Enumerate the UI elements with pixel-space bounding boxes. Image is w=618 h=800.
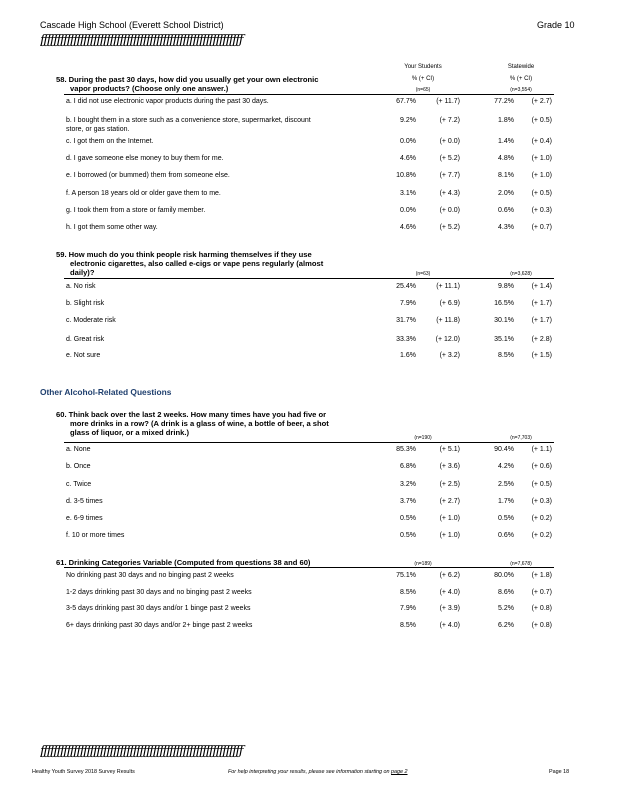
- q58-your-ci: (+ 5.2): [439, 155, 460, 162]
- q61-your-pct: 75.1%: [396, 572, 416, 579]
- q60-state-ci: (+ 0.5): [531, 481, 552, 488]
- col-your-students: Your Students: [404, 64, 442, 70]
- q58-your-ci: (+ 5.2): [439, 224, 460, 231]
- q58-state-ci: (+ 0.5): [531, 190, 552, 197]
- q58-your-pct: 4.6%: [400, 155, 416, 162]
- q59-option-label: d. Great risk: [66, 336, 105, 343]
- q58-state-pct: 1.4%: [498, 138, 514, 145]
- q58-state-ci: (+ 0.5): [531, 117, 552, 124]
- q58-option-label: e. I borrowed (or bummed) them from someone else.: [66, 172, 230, 179]
- bottom-divider: ƒƒƒƒƒƒƒƒƒƒƒƒƒƒƒƒƒƒƒƒƒƒƒƒƒƒƒƒƒƒƒƒƒƒƒƒƒƒƒƒƒƒƒƒƒƒƒƒƒƒƒƒƒƒƒƒƒƒƒƒƒ: [40, 744, 243, 759]
- q59-title-line3: daily)?: [70, 268, 95, 277]
- q58-your-pct: 3.1%: [400, 190, 416, 197]
- q58-state-ci: (+ 0.7): [531, 224, 552, 231]
- q60-state-pct: 1.7%: [498, 498, 514, 505]
- q60-your-pct: 6.8%: [400, 463, 416, 470]
- q59-your-pct: 25.4%: [396, 283, 416, 290]
- q58-option-label: b. I bought them in a store such as a convenience store, supermarket, discount: [66, 117, 311, 124]
- q58-state-pct: 0.6%: [498, 207, 514, 214]
- q60-n-your: (n=190): [414, 435, 432, 441]
- footer-page-link[interactable]: page 2: [391, 769, 408, 775]
- q61-your-pct: 7.9%: [400, 605, 416, 612]
- q60-state-pct: 0.6%: [498, 532, 514, 539]
- q59-your-pct: 7.9%: [400, 300, 416, 307]
- q60-your-pct: 0.5%: [400, 515, 416, 522]
- q60-rule: [64, 442, 554, 443]
- q58-your-ci: (+ 7.7): [439, 172, 460, 179]
- q60-option-label: b. Once: [66, 463, 91, 470]
- q61-option-label: 6+ days drinking past 30 days and/or 2+ binge past 2 weeks: [66, 622, 253, 629]
- q60-your-pct: 3.7%: [400, 498, 416, 505]
- q60-state-ci: (+ 1.1): [531, 446, 552, 453]
- q58-state-pct: 77.2%: [494, 98, 514, 105]
- section-title: Other Alcohol-Related Questions: [40, 387, 172, 397]
- footer-help: [228, 769, 408, 775]
- q60-your-pct: 85.3%: [396, 446, 416, 453]
- q60-state-ci: (+ 0.6): [531, 463, 552, 470]
- q60-n-state: (n=7,703): [510, 435, 532, 441]
- q58-your-ci: (+ 0.0): [439, 207, 460, 214]
- q59-state-ci: (+ 1.4): [531, 283, 552, 290]
- q60-your-pct: 0.5%: [400, 532, 416, 539]
- q59-state-pct: 30.1%: [494, 317, 514, 324]
- q60-title: 60. Think back over the last 2 weeks. How many times have you had five or: [56, 410, 327, 419]
- q60-option-label: d. 3-5 times: [66, 498, 103, 505]
- q59-state-pct: 9.8%: [498, 283, 514, 290]
- q61-title: 61. Drinking Categories Variable (Computed from questions 38 and 60): [56, 558, 311, 567]
- col-statewide: Statewide: [507, 64, 535, 70]
- q58-your-ci: (+ 7.2): [439, 117, 460, 124]
- q58-option-label: f. A person 18 years old or older gave them to me.: [66, 190, 221, 197]
- footer-page-number: Page 18: [549, 769, 570, 775]
- footer-survey-title: Healthy Youth Survey 2018 Survey Results: [32, 769, 135, 775]
- q58-option-label: d. I gave someone else money to buy them for me.: [66, 155, 224, 162]
- col-pct-ci-state: % (+ CI): [509, 76, 533, 82]
- q60-your-ci: (+ 1.0): [439, 515, 460, 522]
- q60-your-ci: (+ 2.5): [439, 481, 460, 488]
- q61-your-ci: (+ 4.0): [439, 622, 460, 629]
- q59-state-pct: 8.5%: [498, 352, 514, 359]
- q58-your-ci: (+ 0.0): [439, 138, 460, 145]
- q61-n-your: (n=189): [414, 561, 432, 567]
- q58-your-pct: 67.7%: [396, 98, 416, 105]
- q60-option-label: a. None: [66, 446, 91, 453]
- q58-your-ci: (+ 11.7): [436, 98, 460, 105]
- q58-title-line2: vapor products? (Choose only one answer.): [70, 84, 229, 93]
- q59-your-ci: (+ 12.0): [435, 336, 460, 343]
- school-header: Cascade High School (Everett School District): [40, 20, 224, 30]
- q58-state-pct: 4.8%: [498, 155, 514, 162]
- q61-your-ci: (+ 3.9): [439, 605, 460, 612]
- q60-your-ci: (+ 1.0): [439, 532, 460, 539]
- top-divider: ƒƒƒƒƒƒƒƒƒƒƒƒƒƒƒƒƒƒƒƒƒƒƒƒƒƒƒƒƒƒƒƒƒƒƒƒƒƒƒƒƒƒƒƒƒƒƒƒƒƒƒƒƒƒƒƒƒƒƒƒƒ: [40, 33, 243, 48]
- q60-your-pct: 3.2%: [400, 481, 416, 488]
- q58-n-your: (n=65): [415, 87, 431, 93]
- q61-option-label: 3-5 days drinking past 30 days and/or 1 binge past 2 weeks: [66, 605, 251, 612]
- q59-option-label: e. Not sure: [66, 352, 101, 359]
- q59-title: 59. How much do you think people risk harming themselves if they use: [56, 250, 312, 259]
- q59-title-line2: electronic cigarettes, also called e-cigs or vape pens regularly (almost: [70, 259, 324, 268]
- col-pct-ci-your: % (+ CI): [411, 76, 435, 82]
- q58-your-pct: 0.0%: [400, 138, 416, 145]
- q60-title-line2: more drinks in a row? (A drink is a glass of wine, a bottle of beer, a shot: [70, 419, 329, 428]
- q58-state-pct: 4.3%: [498, 224, 514, 231]
- q58-state-pct: 8.1%: [498, 172, 514, 179]
- q61-your-ci: (+ 6.2): [439, 572, 460, 579]
- q59-your-ci: (+ 3.2): [439, 352, 460, 359]
- grade-label: Grade 10: [537, 20, 575, 30]
- q58-your-pct: 0.0%: [400, 207, 416, 214]
- q59-your-pct: 33.3%: [396, 336, 416, 343]
- q59-your-pct: 31.7%: [396, 317, 416, 324]
- q60-option-label: e. 6-9 times: [66, 515, 103, 522]
- q59-state-pct: 16.5%: [494, 300, 514, 307]
- q58-option-label: g. I took them from a store or family member.: [66, 207, 206, 214]
- q60-state-pct: 90.4%: [494, 446, 514, 453]
- q59-rule: [64, 278, 554, 279]
- q61-n-state: (n=7,678): [510, 561, 532, 567]
- q61-option-label: 1-2 days drinking past 30 days and no binging past 2 weeks: [66, 589, 252, 596]
- q58-state-ci: (+ 2.7): [531, 98, 552, 105]
- q60-state-pct: 0.5%: [498, 515, 514, 522]
- q58-state-ci: (+ 1.0): [531, 155, 552, 162]
- q60-state-ci: (+ 0.3): [531, 498, 552, 505]
- q59-n-your: (n=63): [415, 271, 431, 277]
- q58-state-ci: (+ 1.0): [531, 172, 552, 179]
- q61-state-ci: (+ 0.8): [531, 622, 552, 629]
- footer-help-text: For help interpreting your results, please see information starting on: [228, 769, 390, 775]
- q61-state-pct: 8.6%: [498, 589, 514, 596]
- q58-state-pct: 2.0%: [498, 190, 514, 197]
- q59-state-ci: (+ 1.7): [531, 300, 552, 307]
- q61-your-ci: (+ 4.0): [439, 589, 460, 596]
- q60-state-ci: (+ 0.2): [531, 515, 552, 522]
- q58-option-label: a. I did not use electronic vapor products during the past 30 days.: [66, 98, 269, 105]
- q60-state-ci: (+ 0.2): [531, 532, 552, 539]
- q59-option-label: b. Slight risk: [66, 300, 105, 307]
- q61-your-pct: 8.5%: [400, 622, 416, 629]
- q58-option-label: h. I got them some other way.: [66, 224, 158, 231]
- q58-your-pct: 4.6%: [400, 224, 416, 231]
- q61-state-pct: 6.2%: [498, 622, 514, 629]
- q60-state-pct: 4.2%: [498, 463, 514, 470]
- q61-state-ci: (+ 1.8): [531, 572, 552, 579]
- q59-your-ci: (+ 6.9): [439, 300, 460, 307]
- q58-your-pct: 9.2%: [400, 117, 416, 124]
- q61-state-ci: (+ 0.7): [531, 589, 552, 596]
- q60-option-label: c. Twice: [66, 481, 92, 488]
- q61-your-pct: 8.5%: [400, 589, 416, 596]
- q60-title-line3: glass of liquor, or a mixed drink.): [70, 428, 189, 437]
- q61-state-pct: 5.2%: [498, 605, 514, 612]
- q59-option-label: a. No risk: [66, 283, 96, 290]
- q59-your-ci: (+ 11.1): [436, 283, 460, 290]
- q58-state-pct: 1.8%: [498, 117, 514, 124]
- q60-state-pct: 2.5%: [498, 481, 514, 488]
- q60-your-ci: (+ 5.1): [439, 446, 460, 453]
- q61-option-label: No drinking past 30 days and no binging past 2 weeks: [66, 572, 234, 579]
- q60-your-ci: (+ 2.7): [439, 498, 460, 505]
- q58-state-ci: (+ 0.4): [531, 138, 552, 145]
- q59-state-ci: (+ 1.5): [531, 352, 552, 359]
- q58-state-ci: (+ 0.3): [531, 207, 552, 214]
- q58-n-state: (n=3,554): [510, 87, 532, 93]
- q58-your-pct: 10.8%: [396, 172, 416, 179]
- q60-option-label: f. 10 or more times: [66, 532, 125, 539]
- q59-n-state: (n=3,628): [510, 271, 532, 277]
- q60-your-ci: (+ 3.6): [439, 463, 460, 470]
- q58-rule: [64, 94, 554, 95]
- q58-your-ci: (+ 4.3): [439, 190, 460, 197]
- q58-option-label: c. I got them on the Internet.: [66, 138, 154, 145]
- q61-state-pct: 80.0%: [494, 572, 514, 579]
- q58-title: 58. During the past 30 days, how did you usually get your own electronic: [56, 75, 319, 84]
- q61-state-ci: (+ 0.8): [531, 605, 552, 612]
- q61-rule: [64, 567, 554, 568]
- q59-option-label: c. Moderate risk: [66, 317, 116, 324]
- q59-your-ci: (+ 11.8): [436, 317, 460, 324]
- q59-state-ci: (+ 2.8): [531, 336, 552, 343]
- q59-your-pct: 1.6%: [400, 352, 416, 359]
- q59-state-ci: (+ 1.7): [531, 317, 552, 324]
- q59-state-pct: 35.1%: [494, 336, 514, 343]
- q58-option-label-line2: store, or gas station.: [66, 126, 130, 133]
